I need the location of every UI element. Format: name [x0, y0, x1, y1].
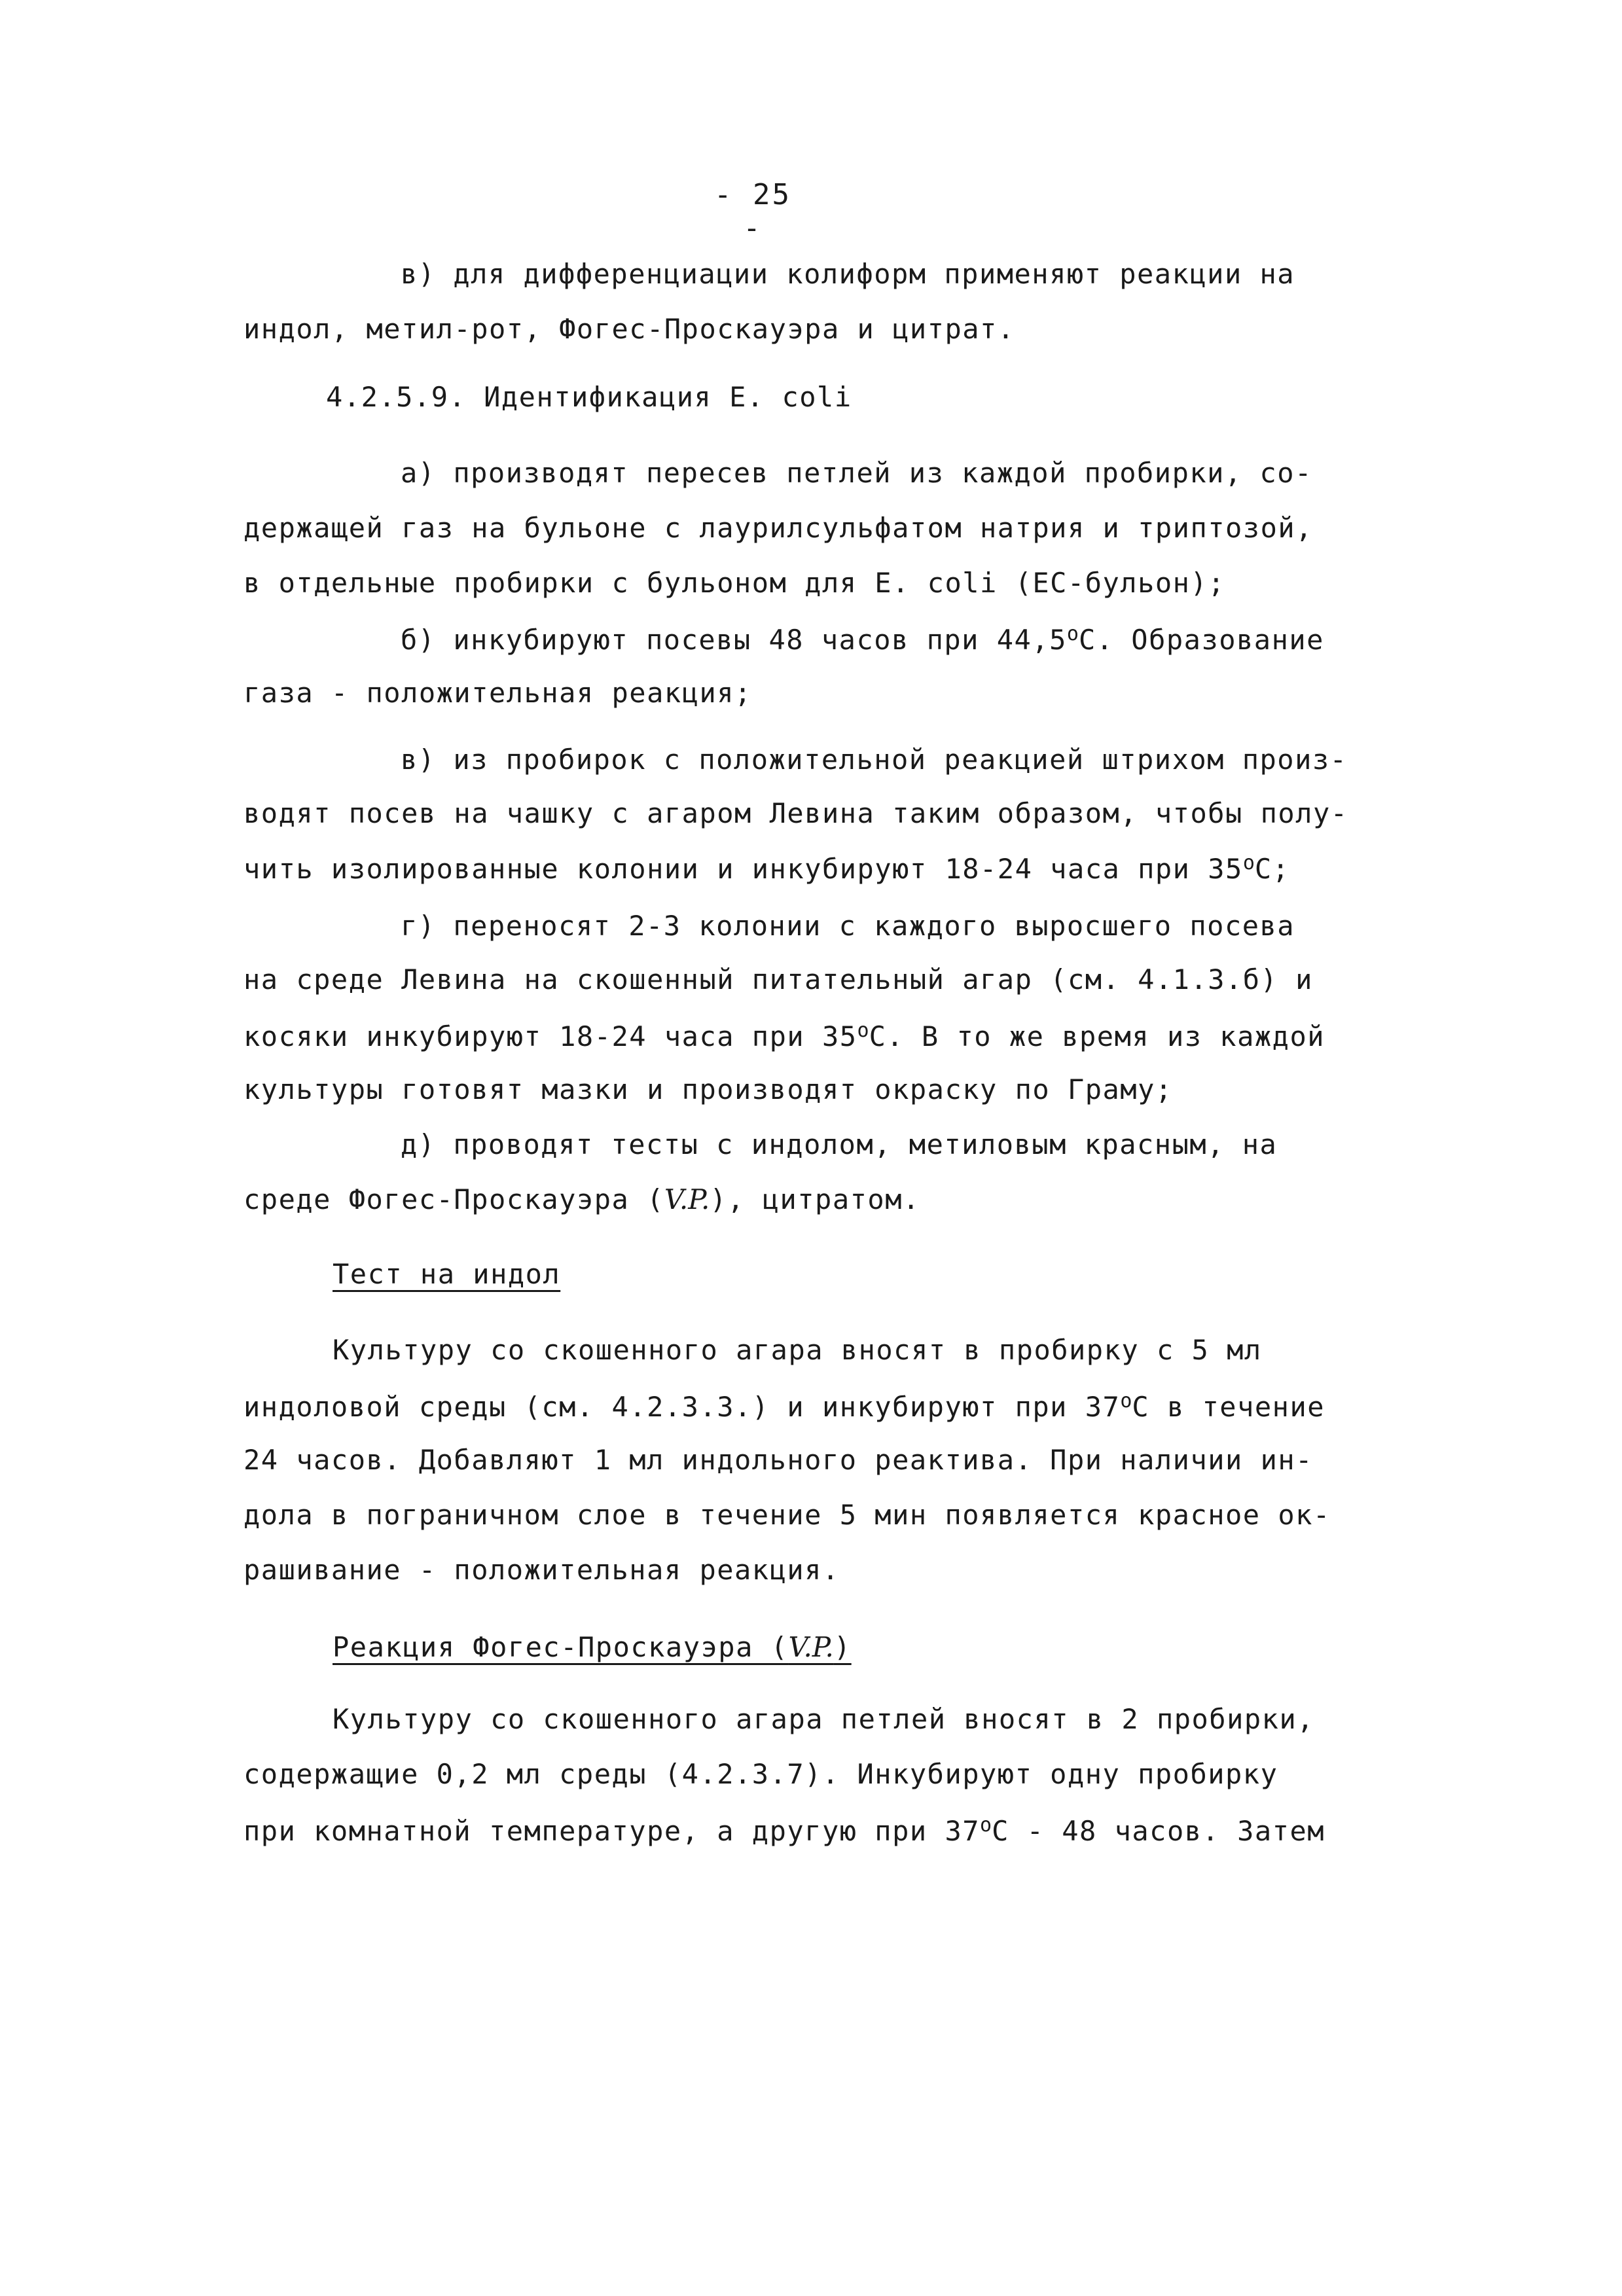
list-item-g-line: г) переносят 2-3 колонии с каждого выросшего посева [401, 910, 1295, 942]
section-title: Идентификация E. coli [484, 381, 852, 413]
list-item-d-line: среде Фогес-Проскауэра (V.P.), цитратом. [243, 1183, 920, 1215]
list-item-v-line: в) из пробирок с положительной реакцией штрихом произ- [401, 744, 1348, 776]
list-item-a-line: держащей газ на бульоне с лаурилсульфатом натрия и триптозой, [243, 512, 1313, 544]
vp-reaction-heading: Реакция Фогес-Проскауэра (V.P.) [333, 1631, 852, 1663]
paragraph-line: индол, метил-рот, Фогес-Проскауэра и цитрат. [243, 313, 1015, 345]
vp-reaction-line: Культуру со скошенного агара петлей вносят в 2 пробирки, [333, 1703, 1315, 1735]
section-heading [326, 381, 852, 413]
vp-reaction-line: при комнатной температуре, а другую при 37$^o$С - 48 часов. Затем [243, 1814, 1325, 1847]
vp-reaction-line: содержащие 0,2 мл среды (4.2.3.7). Инкубируют одну пробирку [243, 1758, 1278, 1790]
list-item-v-line: чить изолированные колонии и инкубируют 18-24 часа при 35$^o$С; [243, 852, 1290, 885]
section-number: 4.2.5.9. [326, 381, 467, 413]
indole-test-line: индоловой среды (см. 4.2.3.3.) и инкубируют при 37$^o$С в течение [243, 1390, 1325, 1423]
indole-test-line: Культуру со скошенного агара вносят в пробирку с 5 мл [333, 1334, 1262, 1366]
list-item-v-line: водят посев на чашку с агаром Левина таким образом, чтобы полу- [243, 797, 1348, 829]
indole-test-line: 24 часов. Добавляют 1 мл индольного реактива. При наличии ин- [243, 1444, 1313, 1476]
page-number: - 25 - [714, 178, 791, 245]
list-item-g-line: культуры готовят мазки и производят окраску по Граму; [243, 1073, 1173, 1105]
list-item-d-line: д) проводят тесты с индолом, метиловым красным, на [401, 1128, 1278, 1160]
indole-test-line: рашивание - положительная реакция. [243, 1554, 840, 1586]
indole-test-heading: Тест на индол [333, 1258, 561, 1290]
paragraph-line: в) для дифференциации колиформ применяют реакции на [401, 258, 1295, 290]
list-item-a-line: в отдельные пробирки с бульоном для E. coli (EC-бульон); [243, 567, 1226, 599]
list-item-a-line: а) производят пересев петлей из каждой пробирки, со- [401, 457, 1312, 489]
list-item-b-line: газа - положительная реакция; [243, 677, 752, 709]
indole-test-line: дола в пограничном слое в течение 5 мин появляется красное ок- [243, 1499, 1331, 1531]
list-item-g-line: косяки инкубируют 18-24 часа при 35$^o$С. В то же время из каждой [243, 1019, 1325, 1052]
list-item-b-line: б) инкубируют посевы 48 часов при 44,5$^o$С. Образование [401, 622, 1324, 656]
list-item-g-line: на среде Левина на скошенный питательный агар (см. 4.1.3.б) и [243, 963, 1313, 996]
